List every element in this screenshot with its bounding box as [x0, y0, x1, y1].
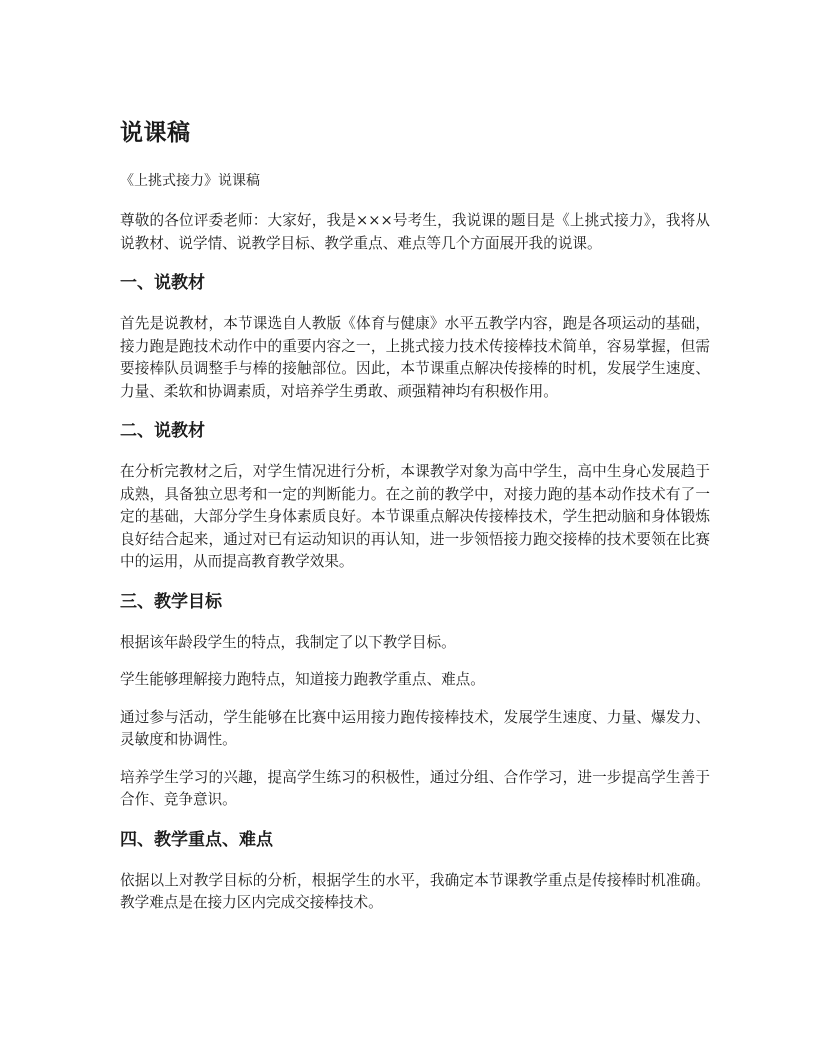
section-heading: 二、说教材 [120, 421, 205, 441]
document-page [120, 116, 710, 930]
section-paragraph: 根据该年龄段学生的特点，我制定了以下教学目标。 [120, 633, 456, 651]
section-paragraph: 依据以上对教学目标的分析，根据学生的水平，我确定本节课教学重点是传接棒时机准确。教学难点是在接力区内完成交接棒技术。 [120, 871, 710, 911]
section-paragraph: 培养学生学习的兴趣，提高学生练习的积极性，通过分组、合作学习，进一步提高学生善于合作、竞争意识。 [120, 768, 710, 808]
section-paragraph: 学生能够理解接力跑特点，知道接力跑教学重点、难点。 [120, 671, 485, 688]
section-paragraph: 通过参与活动，学生能够在比赛中运用接力跑传接棒技术，发展学生速度、力量、爆发力、灵敏度和协调性。 [120, 708, 710, 748]
section-paragraph: 在分析完教材之后，对学生情况进行分析，本课教学对象为高中学生，高中生身心发展趋于成熟，具备独立思考和一定的判断能力。在之前的教学中，对接力跑的基本动作技术有了一定的基础，大部分学生身体素质良好。本节课重点解决传接棒技术，学生把动脑和身体锻炼良好结合起来，通过对已有运动知识的再认知，进一步领悟接力跑交接棒的技术要领在比赛中的运用，从而提高教育教学效果。 [120, 463, 710, 570]
intro-paragraph: 尊敬的各位评委老师：大家好，我是×××号考生，我说课的题目是《上挑式接力》，我将从说教材、说学情、说教学目标、教学重点、难点等几个方面展开我的说课。 [120, 212, 710, 252]
document-subtitle: 《上挑式接力》说课稿 [120, 173, 260, 189]
section-heading: 一、说教材 [120, 273, 205, 293]
section-paragraph: 首先是说教材，本节课选自人教版《体育与健康》水平五教学内容，跑是各项运动的基础，接力跑是跑技术动作中的重要内容之一，上挑式接力技术传接棒技术简单，容易掌握，但需要接棒队员调整手与棒的接触部位。因此，本节课重点解决传接棒的时机，发展学生速度、力量、柔软和协调素质，对培养学生勇敢、顽强精神均有积极作用。 [120, 315, 710, 400]
document-title: 说课稿 [120, 120, 191, 146]
section-heading: 四、教学重点、难点 [120, 829, 273, 850]
section-heading: 三、教学目标 [120, 591, 222, 612]
